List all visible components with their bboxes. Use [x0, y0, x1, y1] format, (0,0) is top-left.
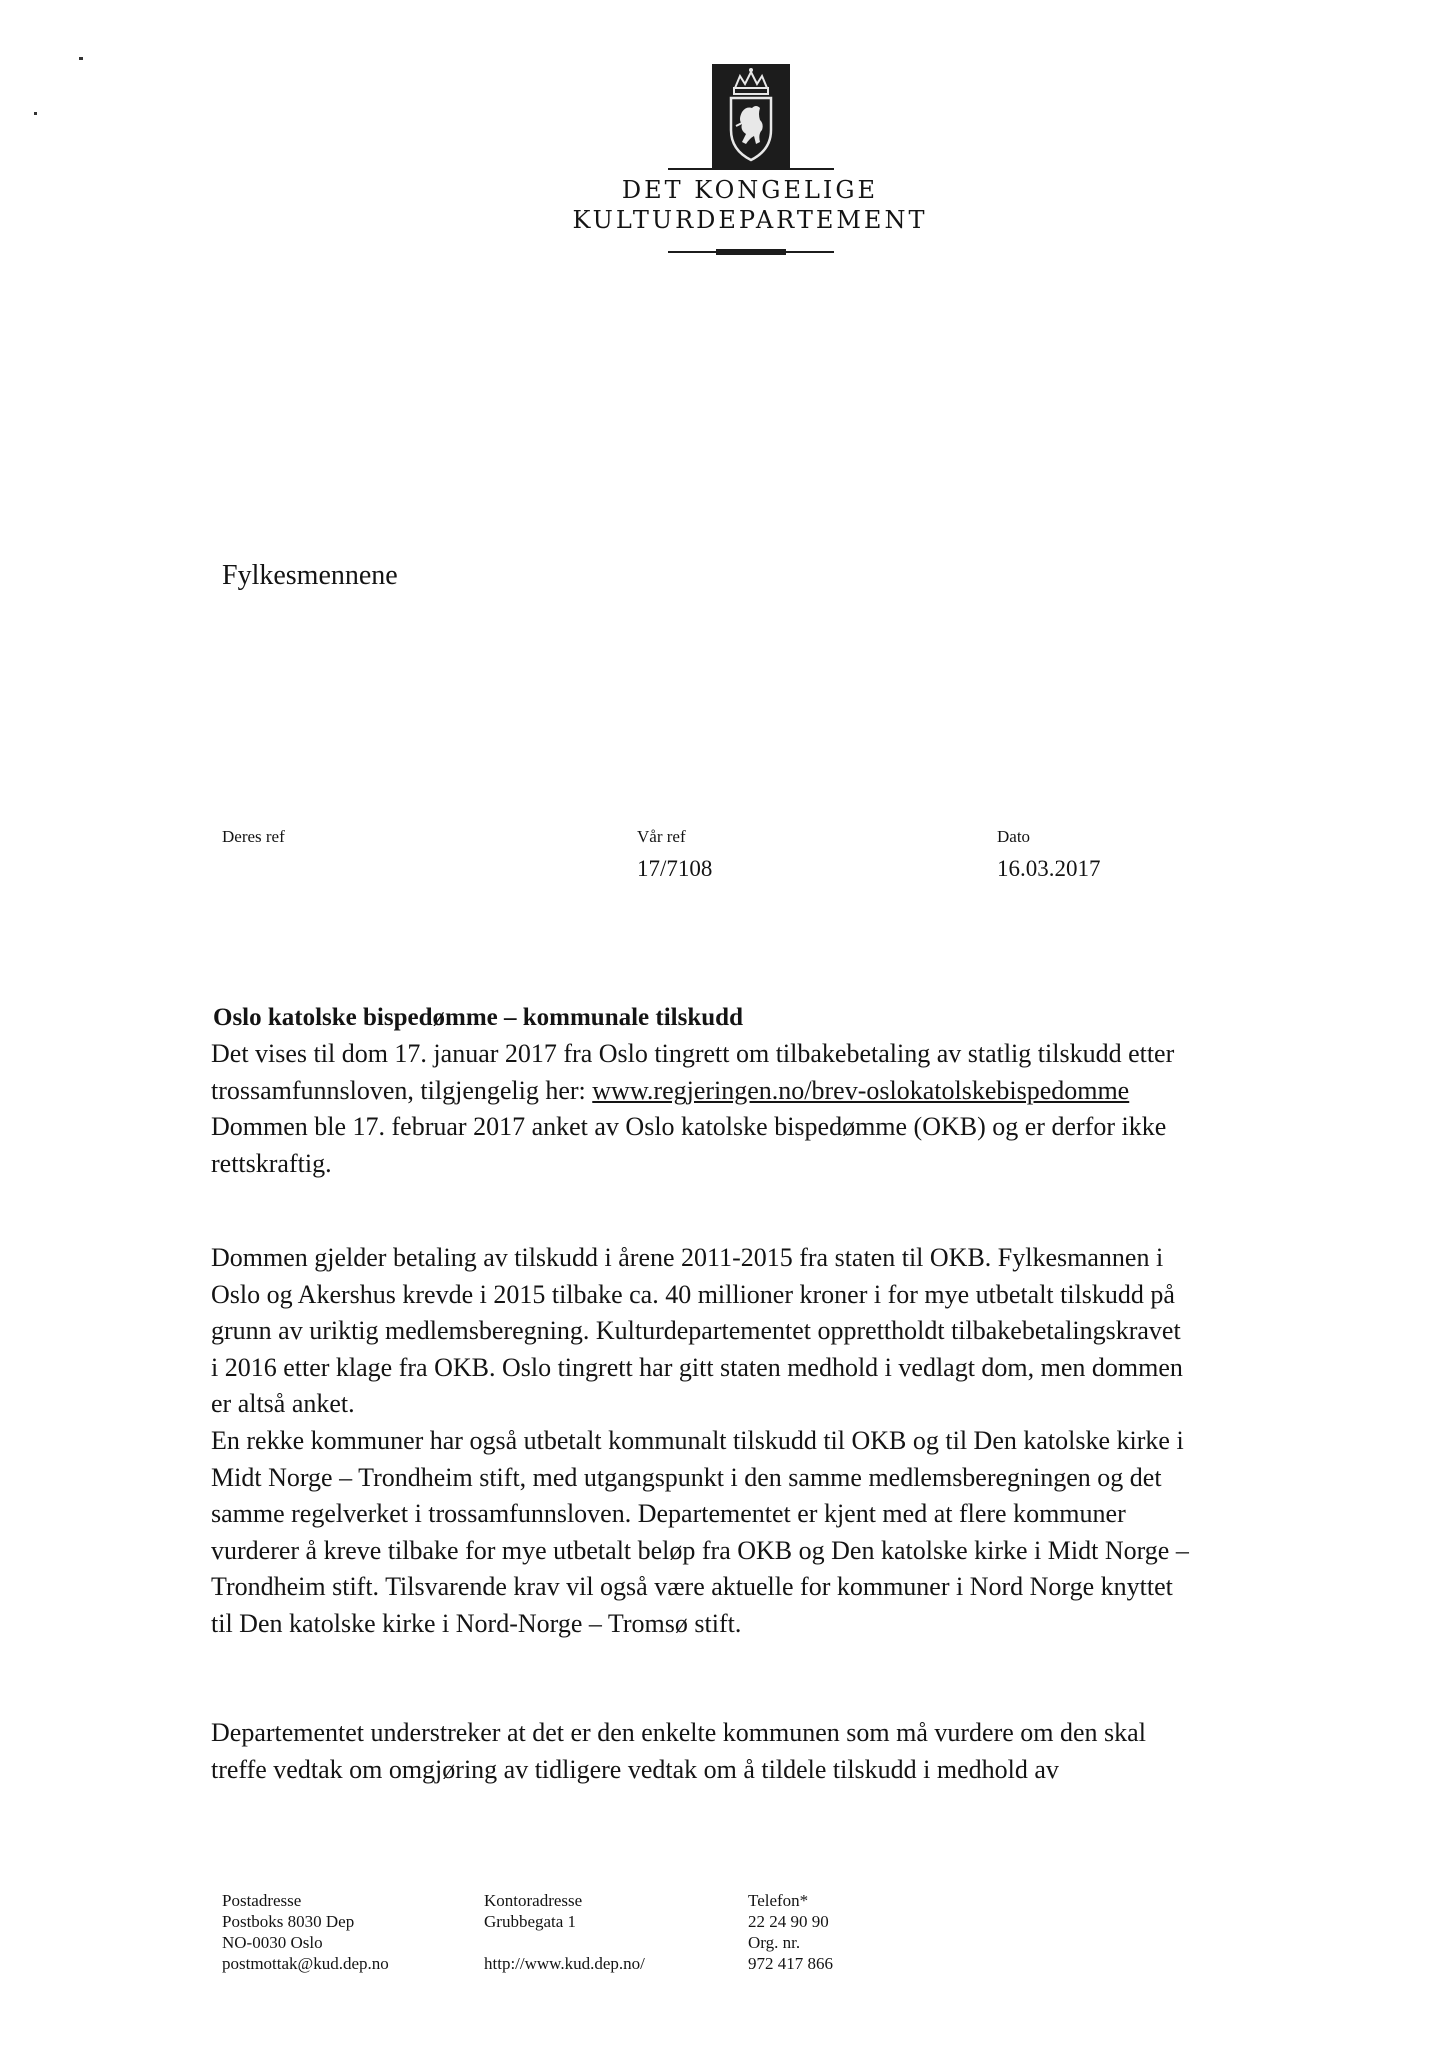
footer-postal-address: [222, 1890, 389, 1974]
paragraph-line: Oslo og Akershus krevde i 2015 tilbake ca. 40 millioner kroner i for mye utbetalt tilskudd på: [211, 1279, 1175, 1309]
paragraph-1: [211, 1036, 1331, 1182]
var-ref-value: 17/7108: [637, 856, 713, 881]
footer-contact: [748, 1890, 833, 1974]
scan-mark: [79, 57, 83, 60]
department-name-line1: DET KONGELIGE: [621, 176, 879, 204]
paragraph-line: En rekke kommuner har også utbetalt kommunalt tilskudd til OKB og til Den katolske kirke i: [211, 1426, 1184, 1455]
footer-line: NO-0030 Oslo: [222, 1933, 323, 1952]
paragraph-line: vurderer å kreve tilbake for mye utbetalt beløp fra OKB og Den katolske kirke i Midt Norge –: [211, 1535, 1189, 1565]
footer-office-address: [484, 1890, 645, 1974]
paragraph-line: Trondheim stift. Tilsvarende krav vil også være aktuelle for kommuner i Nord Norge knyttet: [211, 1572, 1173, 1601]
deres-ref-label: Deres ref: [222, 827, 285, 846]
paragraph-line: treffe vedtak om omgjøring av tidligere vedtak om å tildele tilskudd i medhold av: [211, 1754, 1059, 1784]
paragraph-line: Midt Norge – Trondheim stift, med utgangspunkt i den samme medlemsberegningen og det: [211, 1462, 1162, 1492]
paragraph-line: [211, 1073, 1331, 1110]
footer-website[interactable]: http://www.kud.dep.no/: [484, 1954, 645, 1973]
footer-heading: Kontoradresse: [484, 1891, 583, 1910]
coat-of-arms-icon: [712, 64, 790, 168]
date-label: Dato: [997, 827, 1031, 846]
footer-org-number: 972 417 866: [748, 1954, 833, 1973]
footer-line: Postboks 8030 Dep: [222, 1912, 355, 1931]
paragraph-line: i 2016 etter klage fra OKB. Oslo tingrett har gitt staten medhold i vedlagt dom, men dommen: [211, 1352, 1183, 1382]
paragraph-line: rettskraftig.: [211, 1148, 332, 1178]
footer-heading: Postadresse: [222, 1891, 302, 1910]
department-name-line2: KULTURDEPARTEMENT: [572, 206, 928, 234]
paragraph-line: Dommen gjelder betaling av tilskudd i årene 2011-2015 fra staten til OKB. Fylkesmannen i: [211, 1243, 1164, 1272]
footer-phone: 22 24 90 90: [748, 1912, 829, 1931]
footer-line: Org. nr.: [748, 1933, 801, 1952]
judgment-link[interactable]: www.regjeringen.no/brev-oslokatolskebispedomme: [592, 1075, 1130, 1105]
recipient: Fylkesmennene: [222, 560, 398, 591]
paragraph-line: samme regelverket i trossamfunnsloven. Departementet er kjent med at flere kommuner: [211, 1499, 1126, 1528]
paragraph-line: grunn av uriktig medlemsberegning. Kulturdepartementet opprettholdt tilbakebetalingskravet: [211, 1316, 1181, 1345]
footer-line: [484, 1932, 645, 1953]
paragraph-2: [211, 1240, 1331, 1423]
footer-line: Grubbegata 1: [484, 1912, 577, 1931]
footer-heading: Telefon*: [748, 1891, 809, 1910]
footer-email[interactable]: postmottak@kud.dep.no: [222, 1954, 389, 1973]
paragraph-line: Dommen ble 17. februar 2017 anket av Oslo katolske bispedømme (OKB) og er derfor ikke: [211, 1112, 1167, 1141]
paragraph-line: er altså anket.: [211, 1389, 355, 1418]
paragraph-3: [211, 1423, 1331, 1642]
paragraph-line-text: trossamfunnsloven, tilgjengelig her:: [211, 1075, 593, 1105]
var-ref-label: Vår ref: [637, 827, 686, 846]
paragraph-line: til Den katolske kirke i Nord-Norge – Tromsø stift.: [211, 1608, 742, 1638]
paragraph-4: [211, 1715, 1331, 1788]
paragraph-line: Det vises til dom 17. januar 2017 fra Oslo tingrett om tilbakebetaling av statlig tilskudd etter: [211, 1039, 1175, 1068]
date-value: 16.03.2017: [997, 856, 1101, 881]
paragraph-line: Departementet understreker at det er den enkelte kommunen som må vurdere om den skal: [211, 1718, 1146, 1747]
header-rule-top: [668, 168, 834, 170]
scan-mark: [34, 112, 37, 115]
letter-subject: Oslo katolske bispedømme – kommunale tilskudd: [213, 1004, 743, 1031]
header-rule-bottom: [668, 251, 834, 253]
